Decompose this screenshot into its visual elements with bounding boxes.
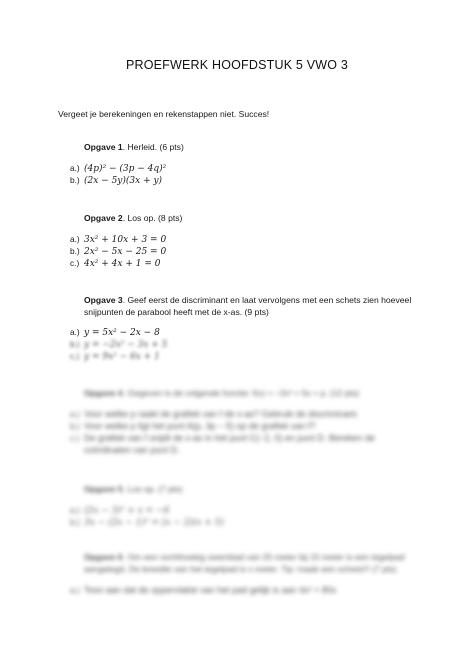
opgave-2 <box>70 212 424 269</box>
opgave-6 <box>70 551 424 596</box>
opgave-4-item-c: c.) De grafiek van f snijdt de x-as in het punt C(−2, 0) en punt D. Bereken de coördinaten van punt D. <box>70 433 375 455</box>
opgave-3 <box>70 294 424 362</box>
opgave-4-item-b: b.) Voor welke p ligt het punt A(p, 3p − 5) op de grafiek van f? <box>70 421 316 431</box>
opgave-1 <box>70 141 424 186</box>
opgave-2-item-c: c.) 4x² + 4x + 1 = 0 <box>70 258 161 269</box>
opgave-4-heading: Opgave 4. Gegeven is de volgende functie: f(x) = −2x² + 5x + p. (12 pts) <box>84 388 360 398</box>
opgave-2-heading: Opgave 2. Los op. (8 pts) <box>84 213 183 223</box>
opgave-3-item-b: b.) y = −2x² − 3x + 5 <box>70 339 168 350</box>
opgave-4-item-a: a.) Voor welke p raakt de grafiek van f de x-as? Gebruik de discriminant. <box>70 409 359 419</box>
opgave-6-heading: Opgave 6. Om een rechthoekig zwembad van 25 meter bij 15 meter is een tegelpad aangelegd. De breedte van het tegelpad is x meter. Tip: maak een schets!!! (7 pts) <box>84 552 405 574</box>
opgave-5-item-b: b.) 3x − (2x − 1)² = (x − 2)(x + 5) <box>70 517 224 528</box>
opgave-6-item-a: a.) Toon aan dat de oppervlakte van het pad gelijk is aan 4x² + 80x <box>70 585 337 595</box>
opgave-1-heading: Opgave 1. Herleid. (6 pts) <box>84 142 184 152</box>
opgave-2-item-b: b.) 2x² − 5x − 25 = 0 <box>70 246 167 257</box>
opgave-1-item-a: a.) (4p)² − (3p − 4q)² <box>70 163 167 174</box>
intro-text: Vergeet je berekeningen en rekenstappen niet. Succes! <box>58 109 270 119</box>
opgave-5-heading: Opgave 5. Los op. (7 pts) <box>84 484 183 494</box>
opgave-4 <box>70 387 424 456</box>
opgave-5 <box>70 483 424 528</box>
opgave-1-item-b: b.) (2x − 5y)(3x + y) <box>70 175 163 186</box>
opgave-5-item-a: a.) (2x − 3)² + x = −6 <box>70 505 170 516</box>
opgave-2-item-a: a.) 3x² + 10x + 3 = 0 <box>70 234 167 245</box>
opgave-3-heading: Opgave 3. Geef eerst de discriminant en laat vervolgens met een schets zien hoeveel snijpunten de parabool heeft met de x-as. (9 pts) <box>84 295 412 317</box>
opgave-3-item-a: a.) y = 5x² − 2x − 8 <box>70 327 160 338</box>
opgave-3-item-c: c.) y = 9x² − 6x + 1 <box>70 351 160 362</box>
page-title: PROEFWERK HOOFDSTUK 5 VWO 3 <box>125 58 349 72</box>
